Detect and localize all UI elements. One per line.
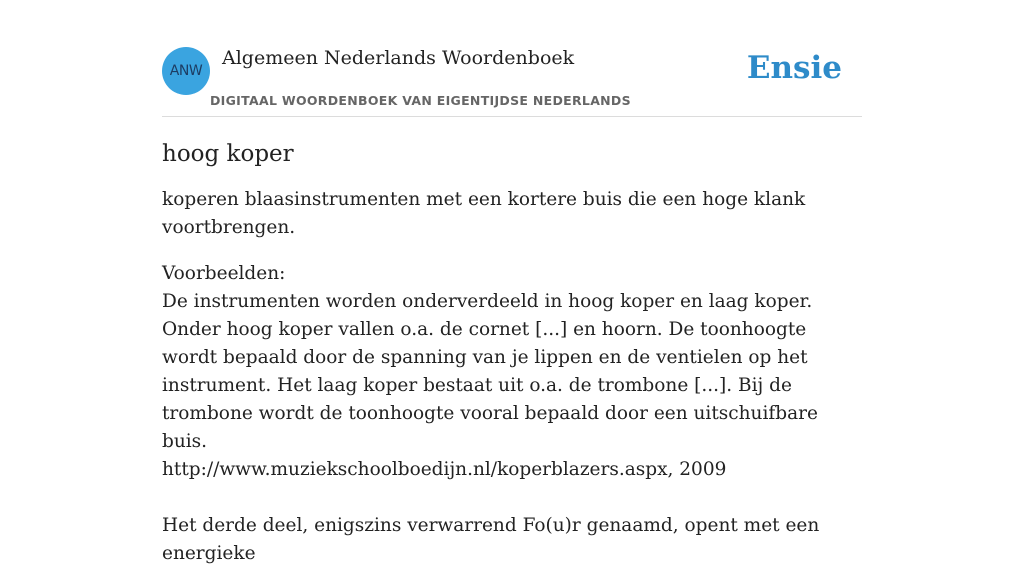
- examples-section: [162, 260, 862, 568]
- entry-definition: koperen blaasinstrumenten met een kortere buis die een hoge klank voortbrengen.: [162, 189, 806, 238]
- example-source: http://www.muziekschoolboedijn.nl/koperblazers.aspx, 2009: [162, 459, 727, 480]
- example-text: Het derde deel, enigszins verwarrend Fo(u)r genaamd, opent met een energieke: [162, 515, 820, 564]
- site-title[interactable]: Algemeen Nederlands Woordenboek: [222, 47, 575, 69]
- examples-label: Voorbeelden:: [162, 263, 286, 284]
- anw-logo[interactable]: ANW: [162, 47, 210, 95]
- ensie-brand-link[interactable]: Ensie: [746, 50, 842, 86]
- example-spacer: [162, 484, 862, 512]
- site-subtitle: DIGITAAL WOORDENBOEK VAN EIGENTIJDSE NEDERLANDS: [210, 93, 631, 108]
- example-text: De instrumenten worden onderverdeeld in hoog koper en laag koper. Onder hoog koper vallen o.a. de cornet [...] en hoorn. De toonhoogte wordt bepaald door de spanning van je lippen en de ventielen op het instrument. Het laag koper bestaat uit o.a. de trombone [...]. Bij de trombone wordt de toonhoogte vooral bepaald door een uitschuifbare buis.: [162, 291, 818, 452]
- site-header: [162, 46, 862, 117]
- entry-title: hoog koper: [162, 141, 294, 167]
- entry-content: [162, 136, 862, 568]
